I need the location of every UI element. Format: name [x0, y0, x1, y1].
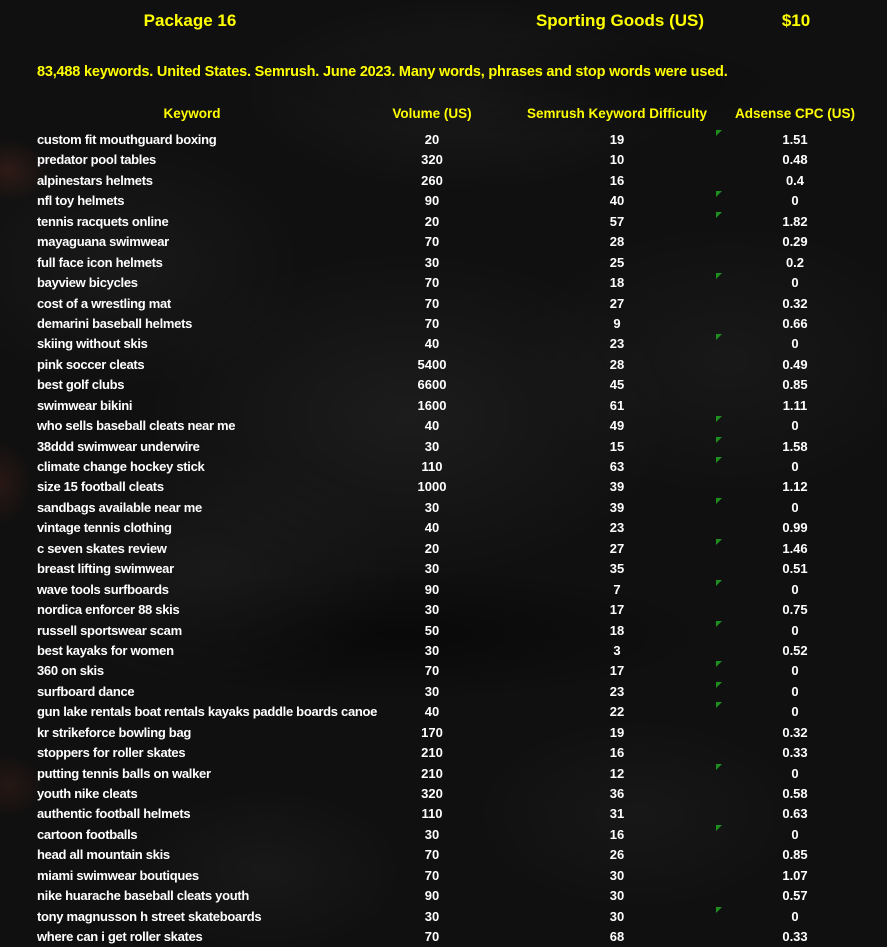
column-header-volume[interactable]: Volume (US): [392, 106, 472, 121]
cell-volume[interactable]: 70: [424, 295, 440, 311]
cell-error-flag-icon: [716, 539, 722, 545]
cell-cpc[interactable]: 0.33: [782, 929, 808, 945]
cell-keyword[interactable]: head all mountain skis: [37, 847, 170, 863]
cell-error-flag-icon: [716, 457, 722, 463]
cell-difficulty[interactable]: 3: [613, 642, 621, 658]
cell-difficulty[interactable]: 12: [609, 765, 625, 781]
category-title: Sporting Goods (US): [535, 11, 705, 30]
cell-difficulty[interactable]: 22: [609, 704, 625, 720]
cell-error-flag-icon: [716, 682, 722, 688]
column-header-difficulty[interactable]: Semrush Keyword Difficulty: [526, 106, 708, 121]
cell-difficulty[interactable]: 45: [609, 377, 625, 393]
cell-difficulty[interactable]: 18: [609, 622, 625, 638]
cell-cpc[interactable]: 0.32: [782, 724, 808, 740]
cell-volume[interactable]: 320: [421, 152, 443, 168]
cell-difficulty[interactable]: 16: [609, 745, 625, 761]
cell-keyword[interactable]: stoppers for roller skates: [37, 745, 186, 761]
cell-volume[interactable]: 170: [421, 724, 443, 740]
cell-keyword[interactable]: kr strikeforce bowling bag: [37, 724, 192, 740]
cell-difficulty[interactable]: 27: [609, 540, 625, 556]
table-row: [0, 415, 887, 435]
price-label: $10: [781, 11, 811, 30]
cell-keyword[interactable]: climate change hockey stick: [37, 459, 205, 474]
cell-difficulty[interactable]: 40: [609, 193, 625, 209]
cell-cpc[interactable]: 0: [791, 499, 799, 515]
cell-cpc[interactable]: 0.48: [782, 152, 808, 168]
cell-volume[interactable]: 20: [424, 540, 440, 556]
table-row: [0, 926, 887, 946]
cell-difficulty[interactable]: 30: [609, 867, 625, 883]
cell-difficulty[interactable]: 23: [609, 520, 625, 536]
cell-difficulty[interactable]: 31: [609, 806, 625, 822]
table-row: [0, 293, 887, 313]
table-row: [0, 660, 887, 680]
cell-cpc[interactable]: 0.4: [785, 172, 805, 188]
cell-difficulty[interactable]: 28: [609, 234, 625, 250]
cell-cpc[interactable]: 0.57: [782, 888, 808, 904]
cell-volume[interactable]: 1600: [417, 397, 447, 413]
table-row: [0, 272, 887, 292]
cell-cpc[interactable]: 1.07: [782, 867, 808, 883]
cell-difficulty[interactable]: 30: [609, 888, 625, 904]
cell-volume[interactable]: 30: [424, 438, 440, 454]
cell-difficulty[interactable]: 18: [609, 275, 625, 291]
table-row: [0, 354, 887, 374]
cell-keyword[interactable]: predator pool tables: [37, 152, 156, 168]
cell-cpc[interactable]: 0: [791, 622, 799, 638]
cell-cpc[interactable]: 0.99: [782, 520, 808, 536]
cell-cpc[interactable]: 0: [791, 193, 799, 209]
cell-volume[interactable]: 30: [424, 499, 440, 515]
cell-difficulty[interactable]: 61: [609, 397, 625, 413]
cell-difficulty[interactable]: 26: [609, 847, 625, 863]
cell-keyword[interactable]: pink soccer cleats: [37, 356, 145, 372]
table-row: [0, 170, 887, 190]
cell-cpc[interactable]: 0.33: [782, 745, 808, 761]
cell-keyword[interactable]: cartoon footballs: [37, 826, 138, 842]
cell-error-flag-icon: [716, 130, 722, 136]
cell-difficulty[interactable]: 19: [609, 724, 625, 740]
table-row: [0, 395, 887, 415]
table-row: [0, 906, 887, 926]
table-row: [0, 538, 887, 558]
cell-volume[interactable]: 20: [424, 213, 440, 229]
cell-volume[interactable]: 70: [424, 234, 440, 250]
cell-cpc[interactable]: 0.29: [782, 234, 808, 250]
table-row: [0, 701, 887, 721]
table-row: [0, 129, 887, 149]
cell-keyword[interactable]: authentic football helmets: [37, 806, 191, 822]
cell-error-flag-icon: [716, 661, 722, 667]
table-row: [0, 374, 887, 394]
cell-volume[interactable]: 30: [424, 826, 440, 842]
cell-volume[interactable]: 40: [424, 336, 440, 352]
cell-difficulty[interactable]: 19: [609, 132, 625, 147]
cell-volume[interactable]: 260: [421, 172, 443, 188]
table-row: [0, 620, 887, 640]
cell-keyword[interactable]: swimwear bikini: [37, 397, 133, 413]
cell-keyword[interactable]: size 15 football cleats: [37, 479, 164, 495]
cell-cpc[interactable]: 1.51: [782, 132, 808, 147]
cell-cpc[interactable]: 0.85: [782, 377, 808, 393]
table-row: [0, 763, 887, 783]
cell-keyword[interactable]: alpinestars helmets: [37, 172, 153, 188]
cell-difficulty[interactable]: 16: [609, 172, 625, 188]
cell-cpc[interactable]: 0.51: [782, 561, 808, 577]
cell-keyword[interactable]: breast lifting swimwear: [37, 561, 174, 577]
cell-error-flag-icon: [716, 702, 722, 708]
cell-cpc[interactable]: 0: [791, 336, 799, 352]
cell-difficulty[interactable]: 17: [609, 663, 625, 679]
cell-volume[interactable]: 90: [424, 193, 440, 209]
table-row: [0, 436, 887, 456]
cell-difficulty[interactable]: 27: [609, 295, 625, 311]
cell-keyword[interactable]: where can i get roller skates: [37, 929, 203, 945]
cell-cpc[interactable]: 0: [791, 663, 799, 679]
table-row: [0, 865, 887, 885]
cell-volume[interactable]: 210: [421, 745, 443, 761]
table-row: [0, 640, 887, 660]
table-row: [0, 558, 887, 578]
table-row: [0, 231, 887, 251]
cell-keyword[interactable]: skiing without skis: [37, 336, 148, 352]
cell-volume[interactable]: 30: [424, 561, 440, 577]
column-header-cpc[interactable]: Adsense CPC (US): [734, 106, 856, 121]
cell-difficulty[interactable]: 35: [609, 561, 625, 577]
cell-error-flag-icon: [716, 191, 722, 197]
cell-volume[interactable]: 90: [424, 581, 440, 597]
table-row: [0, 211, 887, 231]
cell-difficulty[interactable]: 57: [609, 213, 625, 229]
cell-error-flag-icon: [716, 212, 722, 218]
cell-keyword[interactable]: vintage tennis clothing: [37, 520, 172, 536]
table-row: [0, 599, 887, 619]
table-row: [0, 149, 887, 169]
cell-volume[interactable]: 5400: [417, 356, 447, 372]
cell-volume[interactable]: 30: [424, 908, 440, 924]
cell-cpc[interactable]: 0: [791, 581, 799, 597]
cell-error-flag-icon: [716, 498, 722, 504]
cell-volume[interactable]: 30: [424, 254, 440, 270]
cell-volume[interactable]: 110: [421, 806, 443, 822]
cell-keyword[interactable]: putting tennis balls on walker: [37, 765, 211, 781]
cell-volume[interactable]: 1000: [417, 479, 447, 495]
cell-keyword[interactable]: russell sportswear scam: [37, 622, 182, 638]
table-row: [0, 824, 887, 844]
cell-keyword[interactable]: who sells baseball cleats near me: [37, 418, 236, 434]
cell-volume[interactable]: 210: [421, 765, 443, 781]
cell-keyword[interactable]: mayaguana swimwear: [37, 234, 169, 250]
cell-error-flag-icon: [716, 764, 722, 770]
table-row: [0, 497, 887, 517]
cell-error-flag-icon: [716, 825, 722, 831]
cell-keyword[interactable]: demarini baseball helmets: [37, 315, 193, 331]
cell-volume[interactable]: 90: [424, 888, 440, 904]
table-row: [0, 190, 887, 210]
cell-volume[interactable]: 70: [424, 867, 440, 883]
cell-keyword[interactable]: cost of a wrestling mat: [37, 295, 171, 311]
cell-cpc[interactable]: 1.58: [782, 438, 808, 454]
cell-cpc[interactable]: 0: [791, 459, 799, 474]
cell-error-flag-icon: [716, 621, 722, 627]
cell-difficulty[interactable]: 39: [609, 479, 625, 495]
table-row: [0, 742, 887, 762]
cell-difficulty[interactable]: 23: [609, 683, 625, 699]
cell-keyword[interactable]: nfl toy helmets: [37, 193, 125, 209]
cell-cpc[interactable]: 1.46: [782, 540, 808, 556]
cell-volume[interactable]: 320: [421, 786, 443, 801]
cell-difficulty[interactable]: 10: [609, 152, 625, 168]
cell-keyword[interactable]: gun lake rentals boat rentals kayaks paddle boards canoe: [37, 704, 378, 720]
cell-difficulty[interactable]: 23: [609, 336, 625, 352]
table-row: [0, 476, 887, 496]
cell-keyword[interactable]: 360 on skis: [37, 663, 104, 679]
cell-difficulty[interactable]: 25: [609, 254, 625, 270]
cell-keyword[interactable]: miami swimwear boutiques: [37, 867, 199, 883]
cell-volume[interactable]: 30: [424, 642, 440, 658]
table-row: [0, 313, 887, 333]
cell-volume[interactable]: 30: [424, 602, 440, 618]
cell-cpc[interactable]: 0.2: [785, 254, 805, 270]
table-row: [0, 722, 887, 742]
cell-cpc[interactable]: 0: [791, 704, 799, 720]
cell-difficulty[interactable]: 68: [609, 929, 625, 945]
cell-difficulty[interactable]: 49: [609, 418, 625, 434]
cell-keyword[interactable]: nike huarache baseball cleats youth: [37, 888, 250, 904]
cell-keyword[interactable]: surfboard dance: [37, 683, 135, 699]
cell-cpc[interactable]: 0.32: [782, 295, 808, 311]
cell-keyword[interactable]: c seven skates review: [37, 540, 167, 556]
cell-volume[interactable]: 20: [424, 132, 440, 147]
table-row: [0, 885, 887, 905]
cell-cpc[interactable]: 0.52: [782, 642, 808, 658]
cell-keyword[interactable]: full face icon helmets: [37, 254, 163, 270]
cell-cpc[interactable]: 1.82: [782, 213, 808, 229]
cell-difficulty[interactable]: 63: [609, 459, 625, 474]
cell-volume[interactable]: 70: [424, 929, 440, 945]
cell-keyword[interactable]: nordica enforcer 88 skis: [37, 602, 180, 618]
cell-keyword[interactable]: best golf clubs: [37, 377, 125, 393]
cell-difficulty[interactable]: 36: [609, 786, 625, 801]
cell-keyword[interactable]: wave tools surfboards: [37, 581, 169, 597]
cell-error-flag-icon: [716, 580, 722, 586]
cell-volume[interactable]: 70: [424, 315, 440, 331]
table-row: [0, 844, 887, 864]
table-row: [0, 456, 887, 476]
cell-cpc[interactable]: 0.66: [782, 315, 808, 331]
cell-difficulty[interactable]: 30: [609, 908, 625, 924]
cell-difficulty[interactable]: 16: [609, 826, 625, 842]
cell-keyword[interactable]: custom fit mouthguard boxing: [37, 132, 217, 147]
cell-cpc[interactable]: 0: [791, 683, 799, 699]
cell-error-flag-icon: [716, 416, 722, 422]
cell-cpc[interactable]: 0: [791, 418, 799, 434]
cell-difficulty[interactable]: 39: [609, 499, 625, 515]
cell-keyword[interactable]: youth nike cleats: [37, 786, 138, 801]
cell-volume[interactable]: 40: [424, 418, 440, 434]
cell-volume[interactable]: 30: [424, 683, 440, 699]
cell-error-flag-icon: [716, 334, 722, 340]
cell-cpc[interactable]: 1.11: [782, 397, 808, 413]
cell-difficulty[interactable]: 15: [609, 438, 625, 454]
cell-volume[interactable]: 70: [424, 847, 440, 863]
cell-error-flag-icon: [716, 437, 722, 443]
cell-cpc[interactable]: 0: [791, 908, 799, 924]
cell-cpc[interactable]: 0.58: [782, 786, 808, 801]
cell-cpc[interactable]: 0.85: [782, 847, 808, 863]
cell-volume[interactable]: 40: [424, 704, 440, 720]
cell-keyword[interactable]: best kayaks for women: [37, 642, 174, 658]
cell-difficulty[interactable]: 17: [609, 602, 625, 618]
cell-cpc[interactable]: 0: [791, 826, 799, 842]
table-row: [0, 333, 887, 353]
cell-keyword[interactable]: bayview bicycles: [37, 275, 138, 291]
column-header-keyword[interactable]: Keyword: [163, 106, 221, 121]
cell-volume[interactable]: 110: [421, 459, 443, 474]
cell-error-flag-icon: [716, 273, 722, 279]
cell-keyword[interactable]: sandbags available near me: [37, 499, 202, 515]
cell-cpc[interactable]: 0.75: [782, 602, 808, 618]
package-title: Package 16: [143, 11, 237, 30]
cell-difficulty[interactable]: 28: [609, 356, 625, 372]
cell-difficulty[interactable]: 7: [613, 581, 621, 597]
cell-cpc[interactable]: 1.12: [782, 479, 808, 495]
cell-cpc[interactable]: 0: [791, 275, 799, 291]
table-row: [0, 783, 887, 803]
cell-cpc[interactable]: 0.49: [782, 356, 808, 372]
table-row: [0, 252, 887, 272]
cell-keyword[interactable]: tennis racquets online: [37, 213, 169, 229]
cell-cpc[interactable]: 0: [791, 765, 799, 781]
cell-difficulty[interactable]: 9: [613, 315, 621, 331]
cell-volume[interactable]: 6600: [417, 377, 447, 393]
table-row: [0, 579, 887, 599]
cell-cpc[interactable]: 0.63: [782, 806, 808, 822]
cell-keyword[interactable]: tony magnusson h street skateboards: [37, 908, 262, 924]
table-row: [0, 803, 887, 823]
table-row: [0, 681, 887, 701]
cell-error-flag-icon: [716, 907, 722, 913]
cell-volume[interactable]: 70: [424, 663, 440, 679]
table-row: [0, 517, 887, 537]
table-body: [0, 129, 887, 947]
cell-keyword[interactable]: 38ddd swimwear underwire: [37, 438, 200, 454]
description-line: 83,488 keywords. United States. Semrush. June 2023. Many words, phrases and stop words were used.: [37, 64, 728, 80]
cell-volume[interactable]: 40: [424, 520, 440, 536]
cell-volume[interactable]: 50: [424, 622, 440, 638]
cell-volume[interactable]: 70: [424, 275, 440, 291]
